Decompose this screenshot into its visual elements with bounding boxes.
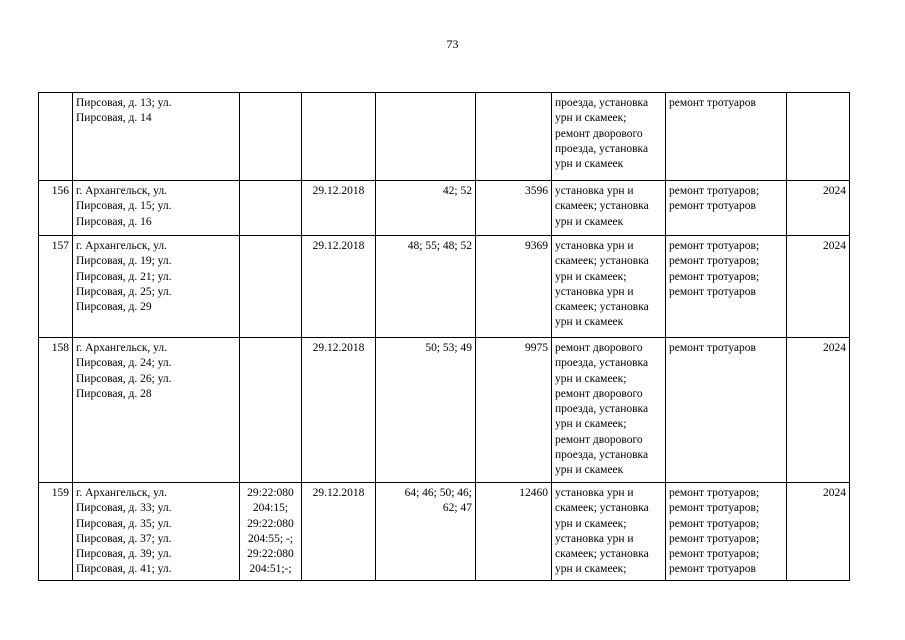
row-number: 156 (39, 181, 73, 236)
extra-line: ремонт тротуаров; (669, 487, 760, 499)
works-line: установка урн и (555, 285, 634, 298)
works-line: ремонт дворового (555, 433, 643, 446)
plots-line: 50; 53; 49 (425, 342, 472, 354)
extra-line: ремонт тротуаров; (669, 502, 760, 515)
address-line: Пирсовая, д. 39; ул. (76, 548, 172, 561)
cadastral-line: 29:22:080 (247, 548, 294, 561)
works-line: ремонт дворового (555, 127, 643, 140)
works-line: установка урн и (555, 185, 634, 197)
extra-line: ремонт тротуаров (669, 563, 756, 576)
date-cell (302, 93, 376, 181)
works-line: проезда, установка (555, 142, 649, 155)
works-line: урн и скамеек; (555, 372, 627, 385)
extra-line: ремонт тротуаров; (669, 255, 760, 268)
table-row (39, 93, 850, 181)
plots-cell (376, 338, 476, 483)
works-line: урн и скамеек (555, 316, 624, 329)
works-line: установка урн и (555, 487, 634, 499)
works-line: проезда, установка (555, 449, 649, 462)
plots-cell (376, 93, 476, 181)
works-line: скамеек; установка (555, 301, 649, 314)
extra-works-cell (666, 338, 787, 483)
extra-works-cell (666, 93, 787, 181)
cadastral-line: 204:55; -; (247, 532, 294, 545)
address-line: г. Архангельск, ул. (76, 487, 168, 499)
row-number: 158 (39, 338, 73, 483)
works-line: скамеек; установка (555, 502, 649, 515)
address-cell (73, 236, 240, 338)
date-cell: 29.12.2018 (302, 483, 376, 581)
works-cell (552, 181, 666, 236)
extra-line: ремонт тротуаров (669, 285, 756, 298)
address-cell (73, 93, 240, 181)
address-line: г. Архангельск, ул. (76, 240, 168, 252)
plots-cell (376, 483, 476, 581)
table-row (39, 236, 850, 338)
address-cell (73, 483, 240, 581)
plots-line: 42; 52 (442, 185, 472, 197)
extra-line: ремонт тротуаров; (669, 240, 760, 252)
year-cell: 2024 (787, 236, 850, 338)
works-line: проезда, установка (555, 403, 649, 416)
table-row (39, 181, 850, 236)
address-line: Пирсовая, д. 14 (76, 112, 152, 125)
row-number: 157 (39, 236, 73, 338)
works-line: урн и скамеек (555, 215, 624, 228)
cadastral-line: 204:15; (252, 502, 289, 515)
address-line: г. Архангельск, ул. (76, 185, 168, 197)
address-line: Пирсовая, д. 21; ул. (76, 270, 172, 283)
area-cell: 9369 (476, 236, 552, 338)
address-line: Пирсовая, д. 15; ул. (76, 200, 172, 213)
cadastral-cell (240, 338, 302, 483)
date-cell: 29.12.2018 (302, 236, 376, 338)
works-line: урн и скамеек; (555, 418, 627, 431)
works-line: урн и скамеек; (555, 563, 627, 576)
address-line: Пирсовая, д. 16 (76, 215, 152, 228)
page-number: 73 (446, 37, 459, 51)
works-cell (552, 93, 666, 181)
extra-line: ремонт тротуаров; (669, 532, 760, 545)
table-row (39, 483, 850, 581)
date-cell: 29.12.2018 (302, 338, 376, 483)
plots-cell (376, 236, 476, 338)
address-cell (73, 181, 240, 236)
row-number: 159 (39, 483, 73, 581)
extra-line: ремонт тротуаров (669, 200, 756, 213)
address-line: Пирсовая, д. 33; ул. (76, 502, 172, 515)
address-line: Пирсовая, д. 19; ул. (76, 255, 172, 268)
address-line: Пирсовая, д. 37; ул. (76, 532, 172, 545)
address-cell (73, 338, 240, 483)
works-line: урн и скамеек; (555, 112, 627, 125)
area-cell: 3596 (476, 181, 552, 236)
extra-line: ремонт тротуаров (669, 97, 756, 109)
address-line: Пирсовая, д. 41; ул. (76, 563, 172, 576)
extra-line: ремонт тротуаров; (669, 185, 760, 197)
plots-line: 64; 46; 50; 46; (404, 487, 472, 499)
works-line: скамеек; установка (555, 548, 649, 561)
cadastral-cell (240, 93, 302, 181)
works-line: скамеек; установка (555, 255, 649, 268)
works-cell (552, 483, 666, 581)
area-cell: 12460 (476, 483, 552, 581)
area-cell: 9975 (476, 338, 552, 483)
plots-line: 48; 55; 48; 52 (407, 240, 472, 252)
address-line: Пирсовая, д. 29 (76, 301, 152, 314)
year-cell (787, 93, 850, 181)
cadastral-line: 29:22:080 (247, 487, 294, 499)
extra-works-cell (666, 483, 787, 581)
address-line: Пирсовая, д. 24; ул. (76, 357, 172, 370)
plots-cell (376, 181, 476, 236)
address-line: Пирсовая, д. 13; ул. (76, 97, 172, 109)
year-cell: 2024 (787, 483, 850, 581)
date-cell: 29.12.2018 (302, 181, 376, 236)
works-line: урн и скамеек; (555, 270, 627, 283)
extra-line: ремонт тротуаров (669, 342, 756, 354)
extra-line: ремонт тротуаров; (669, 270, 760, 283)
area-cell (476, 93, 552, 181)
extra-line: ремонт тротуаров; (669, 548, 760, 561)
works-line: проезда, установка (555, 97, 649, 109)
works-line: скамеек; установка (555, 200, 649, 213)
works-line: урн и скамеек (555, 464, 624, 477)
extra-works-cell (666, 181, 787, 236)
table-row (39, 338, 850, 483)
works-line: ремонт дворового (555, 387, 643, 400)
works-cell (552, 236, 666, 338)
works-line: установка урн и (555, 532, 634, 545)
cadastral-cell (240, 236, 302, 338)
works-cell (552, 338, 666, 483)
works-line: проезда, установка (555, 357, 649, 370)
works-line: установка урн и (555, 240, 634, 252)
plots-line: 62; 47 (442, 502, 472, 515)
cadastral-cell (240, 483, 302, 581)
address-line: Пирсовая, д. 26; ул. (76, 372, 172, 385)
works-line: урн и скамеек; (555, 517, 627, 530)
works-line: урн и скамеек (555, 158, 624, 171)
registry-table (38, 92, 850, 581)
address-line: Пирсовая, д. 28 (76, 387, 152, 400)
year-cell: 2024 (787, 338, 850, 483)
extra-works-cell (666, 236, 787, 338)
address-line: Пирсовая, д. 35; ул. (76, 517, 172, 530)
cadastral-line: 29:22:080 (247, 517, 294, 530)
cadastral-cell (240, 181, 302, 236)
extra-line: ремонт тротуаров; (669, 517, 760, 530)
year-cell: 2024 (787, 181, 850, 236)
address-line: г. Архангельск, ул. (76, 342, 168, 354)
works-line: ремонт дворового (555, 342, 643, 354)
cadastral-line: 204:51;-; (249, 563, 292, 576)
address-line: Пирсовая, д. 25; ул. (76, 285, 172, 298)
row-number (39, 93, 73, 181)
